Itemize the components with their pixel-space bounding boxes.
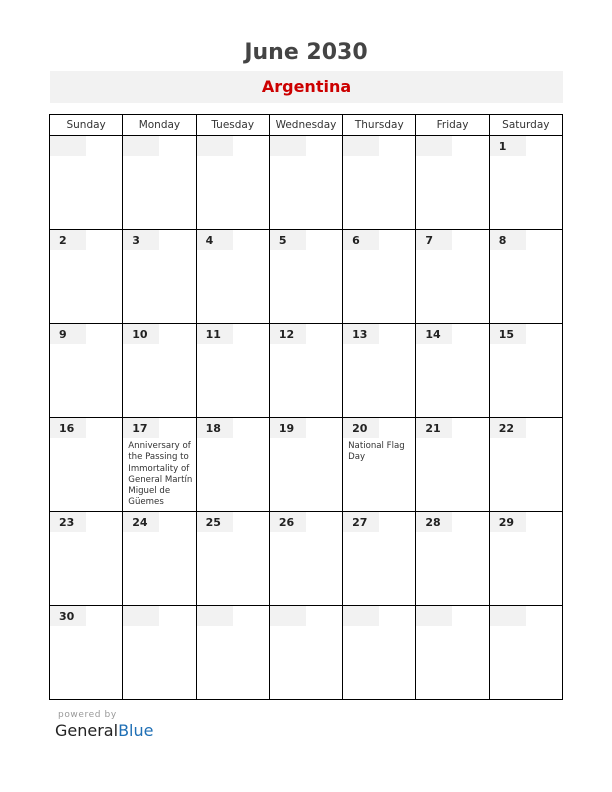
day-cell	[123, 324, 196, 418]
day-cell	[343, 606, 416, 700]
empty-day-box	[50, 136, 86, 156]
weekday-header-monday: Monday	[123, 115, 196, 136]
day-cell	[269, 512, 342, 606]
week-row	[50, 418, 563, 512]
day-number: 29	[490, 512, 526, 532]
day-number: 2	[50, 230, 86, 250]
day-number: 1	[490, 136, 526, 156]
brand-blue-text: Blue	[118, 721, 154, 740]
weekday-header-friday: Friday	[416, 115, 489, 136]
empty-day-box	[343, 606, 379, 626]
day-cell	[343, 136, 416, 230]
generalblue-logo[interactable]	[55, 721, 153, 740]
holiday-label: Anniversary of the Passing to Immortality of General Martín Miguel de Güemes	[128, 441, 193, 508]
day-cell	[416, 324, 489, 418]
day-cell	[489, 418, 562, 512]
empty-day-box	[490, 606, 526, 626]
day-cell	[196, 418, 269, 512]
day-cell	[50, 418, 123, 512]
weekday-header-row	[50, 115, 563, 136]
country-name: Argentina	[261, 77, 352, 96]
day-number: 7	[416, 230, 452, 250]
calendar-body	[50, 136, 563, 700]
day-cell	[416, 230, 489, 324]
day-number: 8	[490, 230, 526, 250]
day-number: 24	[123, 512, 159, 532]
week-row	[50, 512, 563, 606]
empty-day-box	[197, 606, 233, 626]
day-cell	[269, 606, 342, 700]
day-cell	[416, 136, 489, 230]
day-cell	[196, 512, 269, 606]
empty-day-box	[123, 606, 159, 626]
empty-day-box	[416, 606, 452, 626]
holiday-label: National Flag Day	[348, 441, 405, 463]
day-cell	[416, 606, 489, 700]
day-cell	[343, 324, 416, 418]
empty-day-box	[197, 136, 233, 156]
day-number: 12	[270, 324, 306, 344]
day-number: 13	[343, 324, 379, 344]
day-cell	[123, 606, 196, 700]
empty-day-box	[270, 136, 306, 156]
day-number: 30	[50, 606, 86, 626]
day-number: 15	[490, 324, 526, 344]
day-cell	[196, 230, 269, 324]
day-cell	[416, 512, 489, 606]
empty-day-box	[270, 606, 306, 626]
brand-general-text: General	[55, 721, 119, 740]
day-cell	[343, 418, 416, 512]
day-number: 9	[50, 324, 86, 344]
day-number: 28	[416, 512, 452, 532]
country-banner	[50, 71, 563, 103]
day-number: 17	[123, 418, 159, 438]
day-number: 18	[197, 418, 233, 438]
day-cell	[50, 324, 123, 418]
day-number: 16	[50, 418, 86, 438]
day-number: 21	[416, 418, 452, 438]
page-title: June 2030	[244, 40, 368, 65]
day-number: 19	[270, 418, 306, 438]
week-row	[50, 606, 563, 700]
empty-day-box	[343, 136, 379, 156]
day-cell	[489, 136, 562, 230]
weekday-header-sunday: Sunday	[50, 115, 123, 136]
day-cell	[489, 512, 562, 606]
day-cell	[269, 230, 342, 324]
day-cell	[196, 606, 269, 700]
day-cell	[196, 136, 269, 230]
day-cell	[123, 230, 196, 324]
weekday-header-tuesday: Tuesday	[196, 115, 269, 136]
week-row	[50, 230, 563, 324]
week-row	[50, 136, 563, 230]
weekday-header-wednesday: Wednesday	[269, 115, 342, 136]
calendar-grid	[49, 114, 563, 700]
day-cell	[269, 418, 342, 512]
day-cell	[123, 136, 196, 230]
empty-day-box	[416, 136, 452, 156]
day-cell	[50, 230, 123, 324]
empty-day-box	[123, 136, 159, 156]
day-cell	[123, 418, 196, 512]
day-number: 23	[50, 512, 86, 532]
day-cell	[343, 230, 416, 324]
day-number: 6	[343, 230, 379, 250]
day-number: 3	[123, 230, 159, 250]
day-number: 11	[197, 324, 233, 344]
day-cell	[50, 512, 123, 606]
day-cell	[343, 512, 416, 606]
weekday-header-thursday: Thursday	[343, 115, 416, 136]
day-cell	[489, 606, 562, 700]
day-number: 14	[416, 324, 452, 344]
day-cell	[489, 230, 562, 324]
powered-by-label: powered by	[58, 710, 117, 720]
week-row	[50, 324, 563, 418]
weekday-header-saturday: Saturday	[489, 115, 562, 136]
day-cell	[416, 418, 489, 512]
day-cell	[269, 324, 342, 418]
day-number: 26	[270, 512, 306, 532]
day-cell	[269, 136, 342, 230]
day-cell	[489, 324, 562, 418]
day-number: 22	[490, 418, 526, 438]
day-number: 27	[343, 512, 379, 532]
day-number: 5	[270, 230, 306, 250]
day-number: 25	[197, 512, 233, 532]
day-number: 4	[197, 230, 233, 250]
day-number: 10	[123, 324, 159, 344]
day-cell	[196, 324, 269, 418]
day-cell	[123, 512, 196, 606]
day-number: 20	[343, 418, 379, 438]
day-cell	[50, 136, 123, 230]
day-cell	[50, 606, 123, 700]
